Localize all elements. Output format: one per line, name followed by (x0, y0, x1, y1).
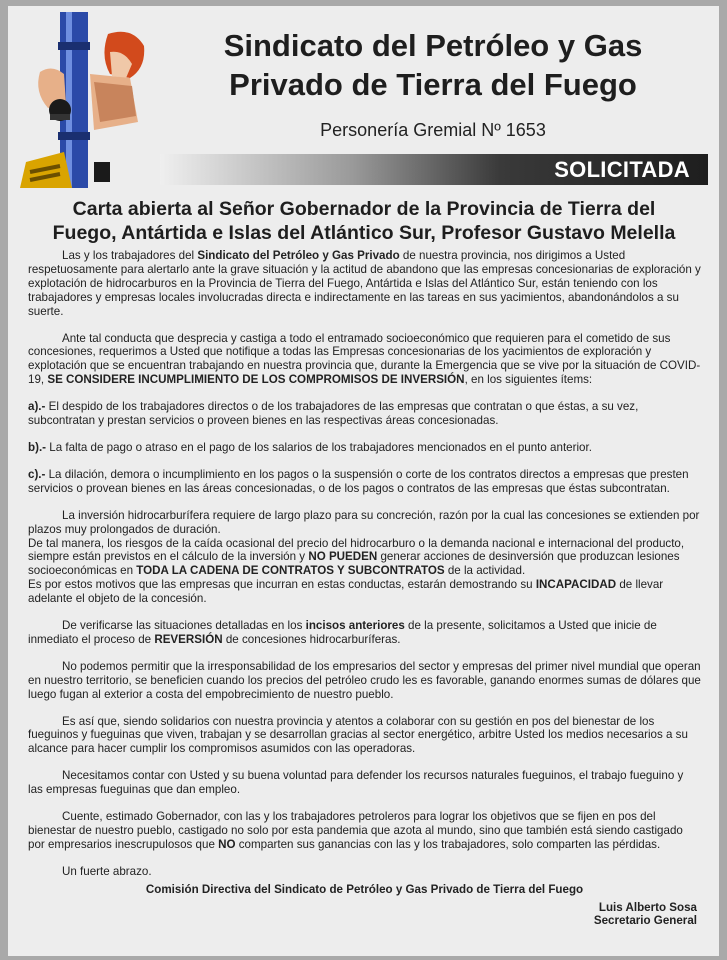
oil-worker-logo-icon (20, 12, 146, 188)
p1-text-a: Las y los trabajadores del (62, 249, 198, 262)
p4-text-e: de concesiones hidrocarburíferas. (222, 632, 401, 646)
p3-text-i: de llevar adelante el objeto de la concesión. (28, 578, 664, 606)
letter-body (28, 249, 701, 927)
p3-text-a: La inversión hidrocarburífera requiere de largo plazo para su concreción, razón por la cual las concesiones se extienden por plazos muy prolongados de duración. (28, 508, 700, 536)
solicitada-label: SOLICITADA (554, 157, 690, 182)
p3-bold-incapacidad: INCAPACIDAD (535, 578, 617, 592)
letter-heading-line2: Fuego, Antártida e Islas del Atlántico Sur, Profesor Gustavo Melella (52, 222, 676, 244)
p3-bold-cadena: TODA LA CADENA DE CONTRATOS Y SUBCONTRATOS (136, 564, 445, 578)
closing: Un fuerte abrazo. (62, 864, 152, 878)
list-item-b-text: La falta de pago o atraso en el pago de los salarios de los trabajadores mencionados en el punto anterior. (46, 440, 592, 454)
signatory-role: Secretario General (593, 913, 697, 927)
p2-bold-incumplimiento: SE CONSIDERE INCUMPLIMIENTO DE LOS COMPROMISOS DE INVERSIÓN (47, 373, 465, 387)
paragraph-2 (28, 332, 701, 388)
list-item-c-label: c).- (28, 467, 46, 481)
p4-text-a: De verificarse las situaciones detalladas en los (62, 619, 306, 633)
paragraph-1 (28, 249, 701, 319)
p4-text-c: de la presente, solicitamos a Usted que inicie de inmediato el proceso de (28, 619, 657, 646)
document-page (8, 6, 719, 956)
paragraph-7: Necesitamos contar con Usted y su buena voluntad para defender los recursos naturales fueguinos, el trabajo fueguino y las empresas fueguinas que dan empleo. (28, 769, 684, 797)
p4-bold-incisos: incisos anteriores (305, 619, 405, 633)
paragraph-8 (28, 810, 701, 852)
p4-bold-reversion: REVERSIÓN (154, 632, 223, 646)
p2-text-c: , en los siguientes ítems: (464, 373, 593, 387)
p8-text-a: Cuente, estimado Gobernador, con las y los trabajadores petroleros para lograr los objetivos que se fijen en pos del bienestar de nuestro pueblo, castigado no solo por esta pandemia que azota al mundo, sino que también está siendo castigado por empresarios inescrupulosos que (28, 810, 683, 851)
p1-text-c: de nuestra provincia, nos dirigimos a Usted respetuosamente para alertarlo ante la grave situación y la actitud de abandono que las empresas concesionarias de exploración y explotación de hidrocarburos en la Provincia de Tierra del Fuego, Antártida e Islas del Atlántico Sur, están teniendo con los trabajadores y empresas locales involucradas directa e indirectamente en las tareas en sus yacimientos, abandonándolos a su suerte. (28, 249, 701, 318)
list-item-a (28, 400, 701, 428)
signatory-name: Luis Alberto Sosa (598, 900, 697, 914)
list-item-a-label: a).- (28, 400, 46, 414)
p3-text-b: De tal manera, los riesgos de la caída ocasional del precio del hidrocarburo o la demanda nacional e internacional del producto, siempre están previstos en el cálculo de la inversión y (28, 536, 685, 564)
letter-heading-line1: Carta abierta al Señor Gobernador de la Provincia de Tierra del (72, 198, 656, 220)
list-item-c (28, 468, 701, 496)
solicitada-banner (160, 154, 708, 185)
union-title-line2: Privado de Tierra del Fuego (229, 67, 637, 102)
p2-text-a: Ante tal conducta que desprecia y castiga a todo el entramado socioeconómico que requieren para el cometido de sus concesiones, requerimos a Usted que notifique a todas las Empresas concesionarias de los yacimientos de exploración y explotación que se encuentran trabajando en nuestra provincia que, durante la Emergencia que se vive por la situación de COVID-19, (28, 331, 701, 387)
commission-signature: Comisión Directiva del Sindicato de Petróleo y Gas Privado de Tierra del Fuego (145, 882, 584, 896)
p3-text-f: de la actividad. (444, 564, 526, 578)
union-title (163, 26, 703, 104)
p3-text-d: generar acciones de desinversión que produzcan lesiones socioeconómicas en (28, 550, 680, 578)
union-title-line1: Sindicato del Petróleo y Gas (223, 28, 643, 63)
list-item-b-label: b).- (28, 440, 47, 454)
letter-heading (28, 197, 700, 245)
p3-text-g: Es por estos motivos que las empresas que incurran en estas conductas, estarán demostrando su (28, 578, 536, 592)
paragraph-6: Es así que, siendo solidarios con nuestra provincia y atentos a colaborar con su gestión en pos del bienestar de los fueguinos y fueguinas que viven, trabajan y se desarrollan gracias al sector energético, arbitre Usted los medios necesarios a su alcance para hacer cumplir los compromisos asumidos con las operadoras. (28, 714, 688, 756)
list-item-c-text: La dilación, demora o incumplimiento en los pagos o la suspensión o corte de los contratos directos a empresas que presten servicios o provean bienes en las áreas concesionadas, o de los pagos o contratos de las empresas que éstas subcontratan. (28, 467, 689, 495)
list-item-b (28, 441, 701, 455)
paragraph-5: No podemos permitir que la irresponsabilidad de los empresarios del sector y empresas del primer nivel mundial que operan en nuestro territorio, se beneficien cuando los precios del petróleo crudo les es favorable, ganando enormes sumas de dólares que luego fugan al exterior a costa del empobrecimiento de nuestro pueblo. (28, 659, 701, 701)
p3-bold-no-pueden: NO PUEDEN (308, 550, 378, 564)
paragraph-3 (28, 509, 701, 606)
p8-text-c: comparten sus ganancias con las y los trabajadores, solo comparten las pérdidas. (235, 837, 661, 851)
list-item-a-text: El despido de los trabajadores directos o de los trabajadores de las empresas que contratan o que éstas, a su vez, subcontratan y prestan servicios o proveen bienes en las respectivas áreas concesionadas. (28, 400, 639, 428)
personeria-gremial: Personería Gremial Nº 1653 (320, 120, 546, 140)
paragraph-4 (28, 619, 701, 647)
p8-bold-no: NO (218, 837, 236, 851)
p1-bold-union: Sindicato del Petróleo y Gas Privado (197, 249, 400, 262)
